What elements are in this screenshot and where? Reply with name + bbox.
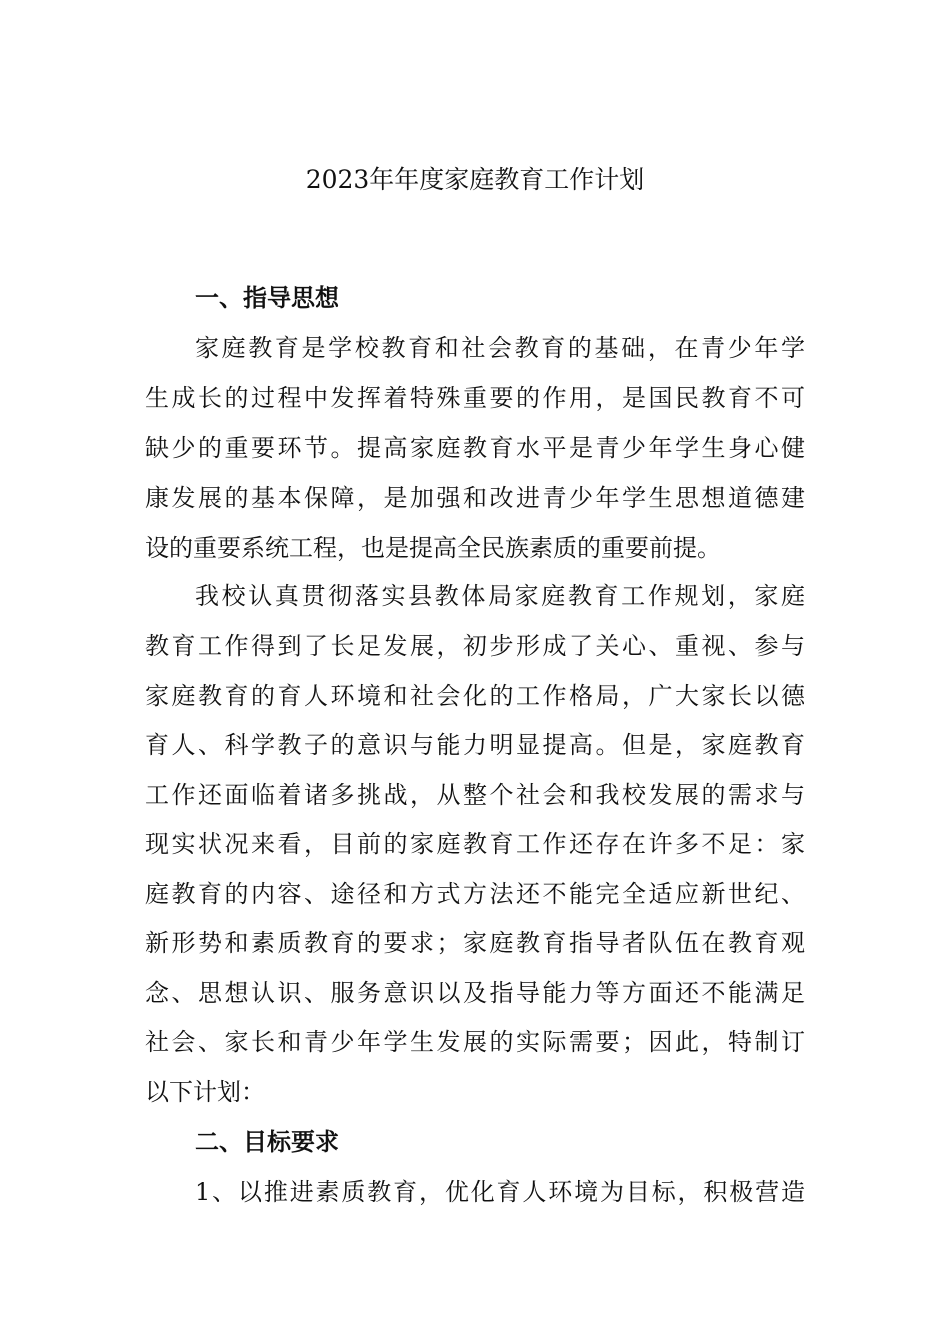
paragraph-line: 庭教育的内容、途径和方式方法还不能完全适应新世纪、 xyxy=(145,880,805,908)
paragraph-line: 教育工作得到了长足发展，初步形成了关心、重视、参与 xyxy=(145,632,805,660)
section-heading-goals: 二、目标要求 xyxy=(195,1128,339,1156)
section-heading-guiding-ideology: 一、指导思想 xyxy=(195,284,339,312)
paragraph-line: 现实状况来看，目前的家庭教育工作还存在许多不足：家 xyxy=(145,830,805,858)
paragraph-line: 念、思想认识、服务意识以及指导能力等方面还不能满足 xyxy=(145,979,805,1007)
paragraph-line: 以下计划： xyxy=(145,1078,265,1106)
paragraph-line: 家庭教育的育人环境和社会化的工作格局，广大家长以德 xyxy=(145,682,805,710)
paragraph-line: 设的重要系统工程，也是提高全民族素质的重要前提。 xyxy=(145,534,721,562)
paragraph-line: 缺少的重要环节。提高家庭教育水平是青少年学生身心健 xyxy=(145,434,805,462)
paragraph-line: 工作还面临着诸多挑战，从整个社会和我校发展的需求与 xyxy=(145,781,805,809)
paragraph-line: 社会、家长和青少年学生发展的实际需要；因此，特制订 xyxy=(145,1028,805,1056)
paragraph-line: 我校认真贯彻落实县教体局家庭教育工作规划，家庭 xyxy=(195,582,805,610)
paragraph-line: 家庭教育是学校教育和社会教育的基础，在青少年学 xyxy=(195,334,805,362)
list-item: 1、以推进素质教育，优化育人环境为目标，积极营造 xyxy=(195,1178,805,1206)
paragraph-line: 育人、科学教子的意识与能力明显提高。但是，家庭教育 xyxy=(145,731,805,759)
paragraph-line: 康发展的基本保障，是加强和改进青少年学生思想道德建 xyxy=(145,484,805,512)
paragraph-line: 新形势和素质教育的要求；家庭教育指导者队伍在教育观 xyxy=(145,929,805,957)
paragraph-line: 生成长的过程中发挥着特殊重要的作用，是国民教育不可 xyxy=(145,384,805,412)
document-title: 2023年年度家庭教育工作计划 xyxy=(305,165,645,194)
